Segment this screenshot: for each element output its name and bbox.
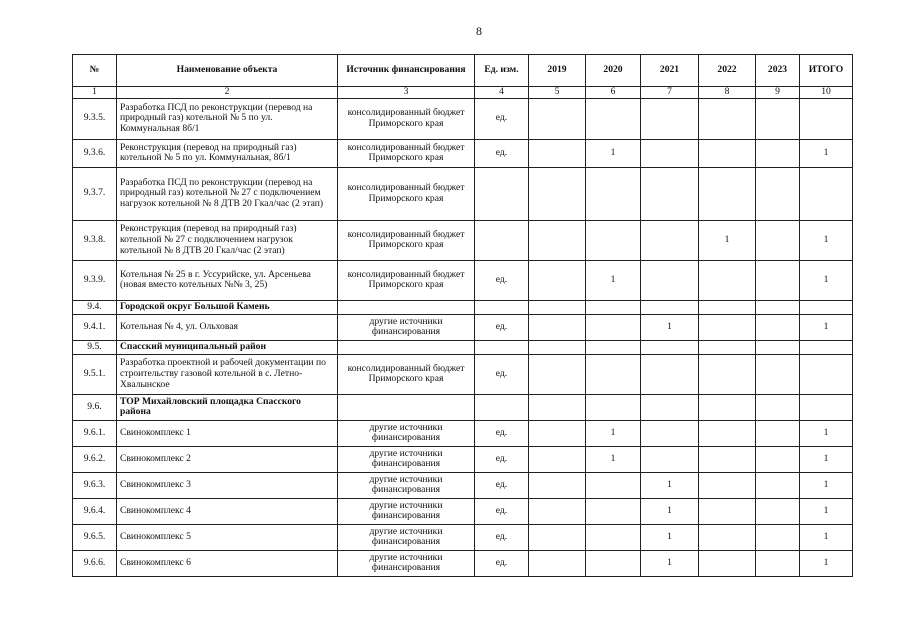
- row-value-total: 1: [800, 139, 853, 167]
- row-value-2022: [699, 524, 756, 550]
- header-cell-name: Наименование объекта: [117, 55, 338, 87]
- section-row: [73, 394, 853, 420]
- row-funding-source: консолидированный бюджет Приморского края: [338, 354, 475, 394]
- row-code: 9.3.6.: [73, 139, 117, 167]
- row-funding-source: [338, 340, 475, 354]
- column-number: 9: [756, 87, 800, 99]
- row-value-total: 1: [800, 446, 853, 472]
- row-value-2019: [529, 139, 586, 167]
- table-row: [73, 354, 853, 394]
- row-unit: ед.: [475, 98, 529, 139]
- table-row: [73, 220, 853, 260]
- row-name: Реконструкция (перевод на природный газ) котельной № 27 с подключением нагрузок котельной № 8 ДТВ 20 Гкал/час (2 этап): [117, 220, 338, 260]
- row-value-2020: [586, 220, 641, 260]
- row-name: Разработка ПСД по реконструкции (перевод на природный газ) котельной № 27 с подключением нагрузок котельной № 8 ДТВ 20 Гкал/час (2 этап): [117, 167, 338, 220]
- row-funding-source: другие источники финансирования: [338, 550, 475, 576]
- row-value-2019: [529, 260, 586, 300]
- header-cell-2020: 2020: [586, 55, 641, 87]
- header-cell-2022: 2022: [699, 55, 756, 87]
- row-unit: [475, 394, 529, 420]
- row-value-2022: [699, 340, 756, 354]
- row-value-2021: [641, 420, 699, 446]
- row-value-2023: [756, 340, 800, 354]
- column-number: 6: [586, 87, 641, 99]
- row-name: Спасский муниципальный район: [117, 340, 338, 354]
- row-value-2019: [529, 446, 586, 472]
- row-unit: ед.: [475, 260, 529, 300]
- column-number: 4: [475, 87, 529, 99]
- column-number: 7: [641, 87, 699, 99]
- row-value-2023: [756, 354, 800, 394]
- row-code: 9.3.9.: [73, 260, 117, 300]
- row-value-2020: 1: [586, 446, 641, 472]
- row-unit: ед.: [475, 314, 529, 340]
- row-code: 9.5.1.: [73, 354, 117, 394]
- row-value-2019: [529, 167, 586, 220]
- row-name: Свинокомплекс 4: [117, 498, 338, 524]
- row-name: ТОР Михайловский площадка Спасского района: [117, 394, 338, 420]
- row-value-2019: [529, 354, 586, 394]
- header-cell-total: ИТОГО: [800, 55, 853, 87]
- table-row: [73, 524, 853, 550]
- row-value-2019: [529, 300, 586, 314]
- row-unit: ед.: [475, 498, 529, 524]
- row-funding-source: [338, 394, 475, 420]
- row-value-2023: [756, 139, 800, 167]
- row-code: 9.6.3.: [73, 472, 117, 498]
- row-value-2022: [699, 354, 756, 394]
- row-value-total: 1: [800, 498, 853, 524]
- row-value-2020: [586, 98, 641, 139]
- row-value-2020: [586, 354, 641, 394]
- row-unit: ед.: [475, 139, 529, 167]
- section-row: [73, 340, 853, 354]
- row-value-2020: [586, 300, 641, 314]
- row-value-total: 1: [800, 420, 853, 446]
- row-value-2021: [641, 167, 699, 220]
- table-row: [73, 472, 853, 498]
- column-number: 2: [117, 87, 338, 99]
- row-value-total: [800, 98, 853, 139]
- row-code: 9.4.1.: [73, 314, 117, 340]
- row-value-total: 1: [800, 472, 853, 498]
- row-value-2021: 1: [641, 550, 699, 576]
- row-value-total: 1: [800, 524, 853, 550]
- row-value-2022: [699, 314, 756, 340]
- row-code: 9.4.: [73, 300, 117, 314]
- row-name: Котельная № 4, ул. Ольховая: [117, 314, 338, 340]
- row-value-2022: [699, 300, 756, 314]
- row-name: Свинокомплекс 1: [117, 420, 338, 446]
- row-value-2023: [756, 260, 800, 300]
- table-body: [73, 98, 853, 576]
- row-value-2019: [529, 340, 586, 354]
- row-value-2020: [586, 314, 641, 340]
- row-value-total: [800, 300, 853, 314]
- row-value-2020: 1: [586, 260, 641, 300]
- row-name: Разработка ПСД по реконструкции (перевод на природный газ) котельной № 5 по ул. Коммунальная 8б/1: [117, 98, 338, 139]
- row-name: Свинокомплекс 2: [117, 446, 338, 472]
- row-value-2021: [641, 260, 699, 300]
- row-value-2019: [529, 98, 586, 139]
- table-row: [73, 550, 853, 576]
- table-row: [73, 420, 853, 446]
- row-name: Городской округ Большой Камень: [117, 300, 338, 314]
- row-value-2023: [756, 98, 800, 139]
- row-value-2020: [586, 394, 641, 420]
- row-funding-source: консолидированный бюджет Приморского края: [338, 139, 475, 167]
- row-value-2020: [586, 524, 641, 550]
- header-cell-2019: 2019: [529, 55, 586, 87]
- table-row: [73, 98, 853, 139]
- row-funding-source: другие источники финансирования: [338, 314, 475, 340]
- row-funding-source: консолидированный бюджет Приморского края: [338, 220, 475, 260]
- row-value-total: 1: [800, 314, 853, 340]
- row-value-2021: 1: [641, 472, 699, 498]
- header-cell-number: №: [73, 55, 117, 87]
- row-value-2022: [699, 446, 756, 472]
- row-value-2021: [641, 354, 699, 394]
- row-value-2022: [699, 498, 756, 524]
- row-value-2021: [641, 446, 699, 472]
- table-row: [73, 260, 853, 300]
- row-funding-source: консолидированный бюджет Приморского края: [338, 260, 475, 300]
- row-value-2023: [756, 472, 800, 498]
- row-code: 9.3.7.: [73, 167, 117, 220]
- row-funding-source: другие источники финансирования: [338, 498, 475, 524]
- row-funding-source: другие источники финансирования: [338, 420, 475, 446]
- row-code: 9.6.5.: [73, 524, 117, 550]
- row-code: 9.6.1.: [73, 420, 117, 446]
- row-value-2022: [699, 394, 756, 420]
- row-value-2021: [641, 220, 699, 260]
- row-code: 9.3.5.: [73, 98, 117, 139]
- row-name: Свинокомплекс 6: [117, 550, 338, 576]
- row-funding-source: консолидированный бюджет Приморского края: [338, 98, 475, 139]
- row-funding-source: [338, 300, 475, 314]
- table-row: [73, 498, 853, 524]
- row-code: 9.6.: [73, 394, 117, 420]
- row-funding-source: другие источники финансирования: [338, 472, 475, 498]
- row-value-2023: [756, 550, 800, 576]
- row-value-2021: 1: [641, 498, 699, 524]
- section-row: [73, 300, 853, 314]
- row-value-2019: [529, 524, 586, 550]
- row-code: 9.6.4.: [73, 498, 117, 524]
- row-value-2023: [756, 420, 800, 446]
- row-value-2023: [756, 524, 800, 550]
- row-value-2019: [529, 472, 586, 498]
- header-cell-2021: 2021: [641, 55, 699, 87]
- column-number-row: [73, 87, 853, 99]
- row-unit: [475, 300, 529, 314]
- header-cell-unit: Ед. изм.: [475, 55, 529, 87]
- row-value-2019: [529, 420, 586, 446]
- page-number: 8: [476, 24, 482, 38]
- row-name: Свинокомплекс 3: [117, 472, 338, 498]
- row-name: Свинокомплекс 5: [117, 524, 338, 550]
- row-value-2023: [756, 314, 800, 340]
- row-value-2023: [756, 300, 800, 314]
- row-value-2022: [699, 260, 756, 300]
- row-unit: [475, 220, 529, 260]
- row-value-2021: [641, 139, 699, 167]
- row-code: 9.5.: [73, 340, 117, 354]
- column-number: 10: [800, 87, 853, 99]
- header-cell-2023: 2023: [756, 55, 800, 87]
- column-number: 5: [529, 87, 586, 99]
- table-row: [73, 446, 853, 472]
- row-value-2023: [756, 394, 800, 420]
- row-value-total: [800, 354, 853, 394]
- row-unit: ед.: [475, 472, 529, 498]
- row-value-2020: [586, 550, 641, 576]
- row-value-2023: [756, 220, 800, 260]
- row-funding-source: консолидированный бюджет Приморского края: [338, 167, 475, 220]
- row-code: 9.3.8.: [73, 220, 117, 260]
- row-funding-source: другие источники финансирования: [338, 446, 475, 472]
- row-value-2020: 1: [586, 139, 641, 167]
- row-value-total: [800, 394, 853, 420]
- table-row: [73, 167, 853, 220]
- row-name: Разработка проектной и рабочей документации по строительству газовой котельной в с. Летно-Хвалынское: [117, 354, 338, 394]
- row-value-2021: [641, 300, 699, 314]
- row-value-total: [800, 167, 853, 220]
- row-value-2022: [699, 550, 756, 576]
- row-value-2021: [641, 394, 699, 420]
- table-row: [73, 139, 853, 167]
- row-unit: ед.: [475, 420, 529, 446]
- row-value-total: [800, 340, 853, 354]
- row-value-2022: [699, 98, 756, 139]
- row-value-2020: [586, 167, 641, 220]
- row-unit: ед.: [475, 446, 529, 472]
- row-value-2020: 1: [586, 420, 641, 446]
- row-value-2022: [699, 472, 756, 498]
- row-value-2022: [699, 139, 756, 167]
- row-value-total: 1: [800, 260, 853, 300]
- row-value-2019: [529, 498, 586, 524]
- row-unit: [475, 340, 529, 354]
- row-value-2020: [586, 498, 641, 524]
- row-funding-source: другие источники финансирования: [338, 524, 475, 550]
- row-value-total: 1: [800, 220, 853, 260]
- row-value-2022: [699, 167, 756, 220]
- row-value-2019: [529, 220, 586, 260]
- header-row: [73, 55, 853, 87]
- row-value-total: 1: [800, 550, 853, 576]
- row-value-2021: 1: [641, 314, 699, 340]
- row-value-2021: 1: [641, 524, 699, 550]
- row-name: Котельная № 25 в г. Уссурийске, ул. Арсеньева (новая вместо котельных №№ 3, 25): [117, 260, 338, 300]
- row-value-2021: [641, 98, 699, 139]
- row-value-2023: [756, 167, 800, 220]
- column-number: 8: [699, 87, 756, 99]
- row-value-2022: 1: [699, 220, 756, 260]
- row-value-2023: [756, 498, 800, 524]
- row-code: 9.6.6.: [73, 550, 117, 576]
- row-value-2022: [699, 420, 756, 446]
- row-code: 9.6.2.: [73, 446, 117, 472]
- program-table: [72, 54, 853, 577]
- row-unit: ед.: [475, 550, 529, 576]
- row-name: Реконструкция (перевод на природный газ) котельной № 5 по ул. Коммунальная, 8б/1: [117, 139, 338, 167]
- row-value-2023: [756, 446, 800, 472]
- row-value-2020: [586, 472, 641, 498]
- row-value-2021: [641, 340, 699, 354]
- row-unit: [475, 167, 529, 220]
- header-cell-source: Источник финансирования: [338, 55, 475, 87]
- column-number: 3: [338, 87, 475, 99]
- column-number: 1: [73, 87, 117, 99]
- row-unit: ед.: [475, 354, 529, 394]
- row-unit: ед.: [475, 524, 529, 550]
- row-value-2019: [529, 314, 586, 340]
- table-row: [73, 314, 853, 340]
- row-value-2020: [586, 340, 641, 354]
- row-value-2019: [529, 550, 586, 576]
- row-value-2019: [529, 394, 586, 420]
